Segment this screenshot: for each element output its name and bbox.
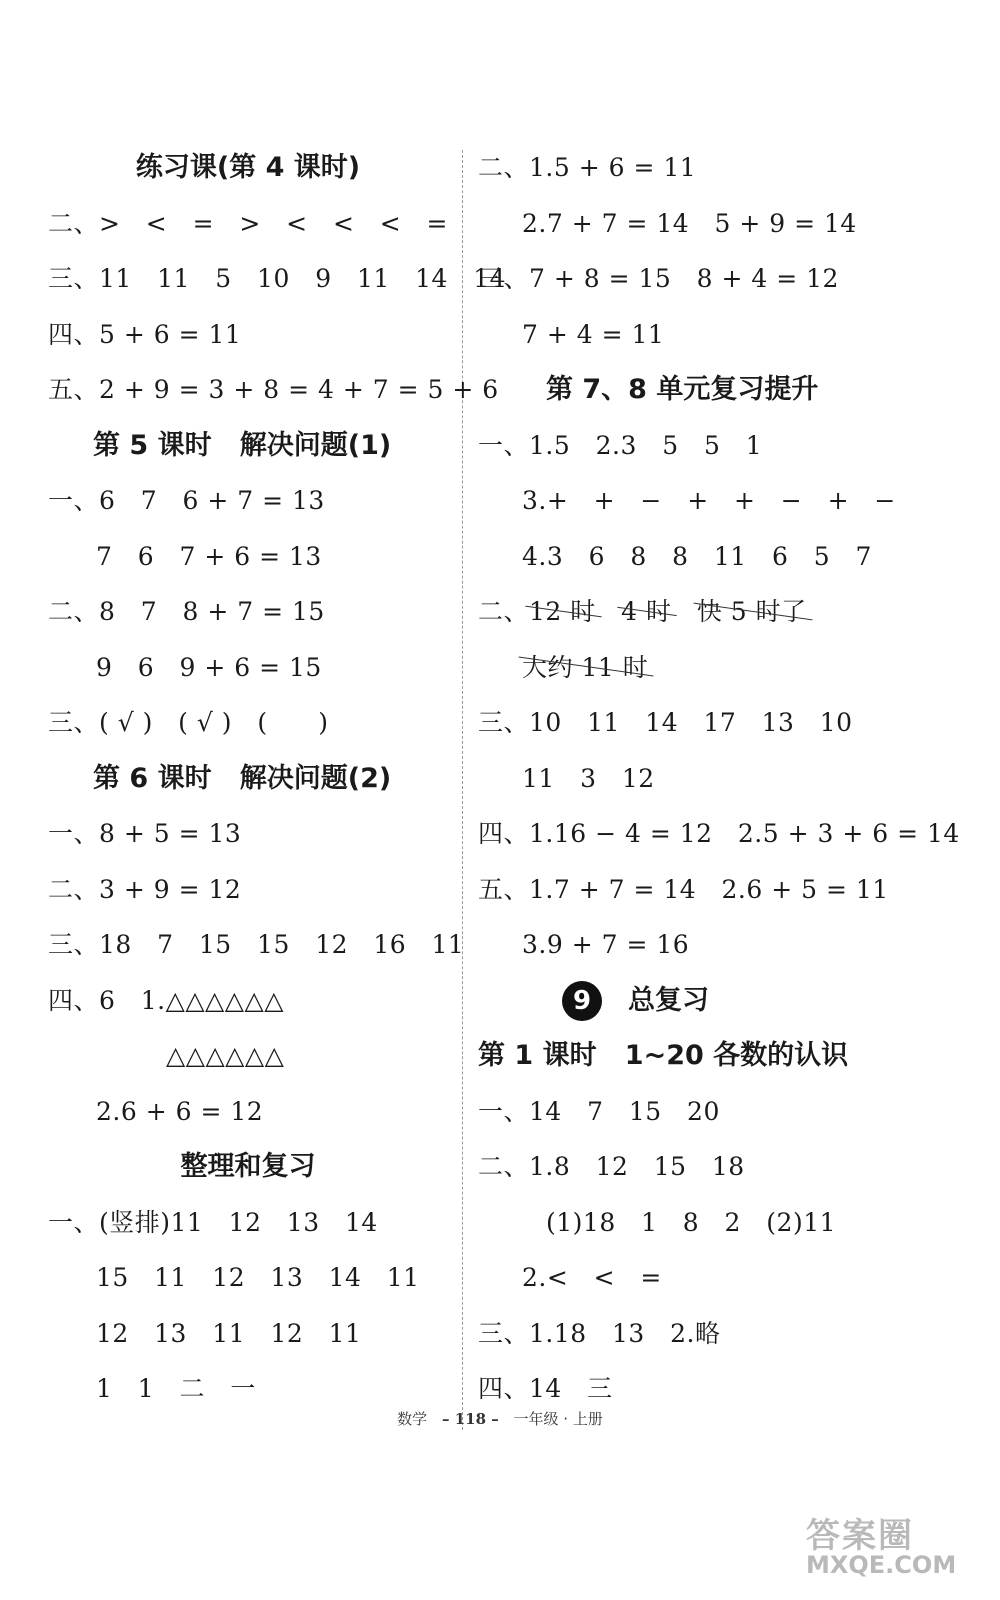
answer-line: 三、( √ ) ( √ ) ( ) bbox=[48, 708, 329, 737]
answer-line: 一、8 + 5 = 13 bbox=[48, 819, 242, 848]
section-title-practice: 练习课(第 4 课时) bbox=[135, 152, 361, 183]
clock-answer: 大约 11 时 bbox=[522, 640, 648, 696]
answer-line: (1)18 1 8 2 (2)11 bbox=[546, 1207, 837, 1237]
watermark-text: 答案圈 bbox=[806, 1516, 914, 1556]
answer-line: 三、7 + 8 = 15 8 + 4 = 12 bbox=[478, 264, 839, 293]
answer-line: 11 3 12 bbox=[522, 763, 655, 793]
answer-line: 四、1.16 − 4 = 12 2.5 + 3 + 6 = 14 bbox=[478, 819, 960, 848]
answer-line: 7 6 7 + 6 = 13 bbox=[96, 541, 322, 571]
answer-line: 一、14 7 15 20 bbox=[478, 1096, 720, 1126]
page-footer bbox=[0, 1408, 1000, 1429]
section-title-unit78-review: 第 7、8 单元复习提升 bbox=[546, 374, 819, 405]
unit-number-badge: 9 bbox=[562, 981, 602, 1021]
answer-line: 二、> < = > < < < = bbox=[48, 208, 448, 238]
section-title-review: 整理和复习 bbox=[180, 1151, 316, 1182]
answer-line: 4.3 6 8 8 11 6 5 7 bbox=[522, 541, 872, 571]
answer-line: 9 6 9 + 6 = 15 bbox=[96, 652, 322, 682]
watermark-logo bbox=[806, 1508, 956, 1579]
answer-line: 15 11 12 13 14 11 bbox=[96, 1263, 420, 1292]
answer-line: 四、14 三 bbox=[478, 1374, 613, 1403]
answer-line: 二、1.8 12 15 18 bbox=[478, 1152, 745, 1181]
answer-line: 五、2 + 9 = 3 + 8 = 4 + 7 = 5 + 6 bbox=[48, 375, 499, 404]
answer-line: 五、1.7 + 7 = 14 2.6 + 5 = 11 bbox=[478, 874, 889, 904]
answer-line: 三、10 11 14 17 13 10 bbox=[478, 708, 853, 737]
answer-line: △△△△△△ bbox=[166, 1041, 285, 1070]
answer-line: 二、1.5 + 6 = 11 bbox=[478, 153, 697, 182]
answer-line: 7 + 4 = 11 bbox=[522, 319, 665, 349]
answer-line: 三、18 7 15 15 12 16 11 bbox=[48, 930, 465, 959]
answer-line: 3.+ + − + + − + − bbox=[522, 486, 896, 515]
answer-line: 三、1.18 13 2.略 bbox=[478, 1318, 721, 1348]
left-column bbox=[48, 140, 507, 1417]
unit-heading bbox=[478, 973, 898, 1029]
clock-answer: 4 时 bbox=[621, 584, 671, 640]
clock-prefix: 二、 bbox=[478, 597, 530, 626]
answer-line: 四、6 1.△△△△△△ bbox=[48, 985, 284, 1015]
answer-line: 三、11 11 5 10 9 11 14 14 bbox=[48, 264, 507, 293]
section-title-lesson6: 第 6 课时 解决问题(2) bbox=[93, 762, 392, 794]
clock-answer: 快 5 时了 bbox=[697, 584, 807, 640]
column-divider bbox=[462, 150, 463, 1430]
answer-line: 2.< < = bbox=[522, 1263, 662, 1292]
watermark-url: MXQE.COM bbox=[806, 1551, 957, 1579]
section-title-lesson1: 第 1 课时 1~20 各数的认识 bbox=[478, 1040, 849, 1071]
answer-line-clock bbox=[478, 584, 898, 640]
footer-subject: 数学 bbox=[397, 1410, 428, 1428]
clock-answer: 12 时 bbox=[529, 584, 596, 640]
answer-line: 二、3 + 9 = 12 bbox=[48, 874, 242, 904]
answer-line: 一、(竖排)11 12 13 14 bbox=[48, 1207, 378, 1237]
answer-line: 2.7 + 7 = 14 5 + 9 = 14 bbox=[522, 208, 857, 238]
answer-line: 3.9 + 7 = 16 bbox=[522, 930, 690, 959]
section-title-lesson5: 第 5 课时 解决问题(1) bbox=[93, 429, 392, 461]
answer-line-clock bbox=[478, 640, 898, 696]
answer-line: 1 1 二 一 bbox=[96, 1374, 256, 1403]
answer-line: 12 13 11 12 11 bbox=[96, 1318, 362, 1348]
right-column bbox=[478, 140, 960, 1417]
footer-grade: 一年级 · 上册 bbox=[513, 1410, 603, 1428]
answer-line: 2.6 + 6 = 12 bbox=[96, 1096, 264, 1126]
answer-line: 一、6 7 6 + 7 = 13 bbox=[48, 486, 325, 515]
answer-line: 四、5 + 6 = 11 bbox=[48, 319, 242, 349]
answer-line: 一、1.5 2.3 5 5 1 bbox=[478, 430, 763, 460]
unit-title: 总复习 bbox=[628, 984, 709, 1016]
page-number: – 118 – bbox=[441, 1410, 499, 1428]
answer-line: 二、8 7 8 + 7 = 15 bbox=[48, 597, 325, 626]
